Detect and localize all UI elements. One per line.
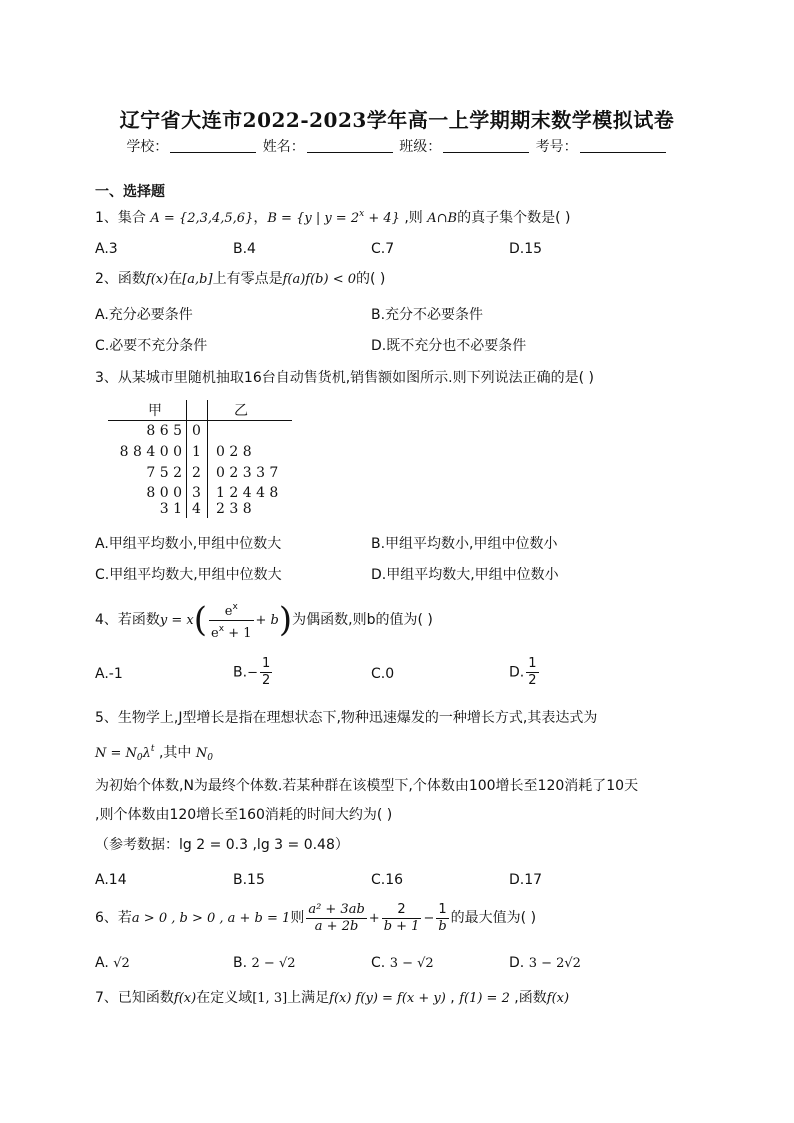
q4-option-c[interactable]: C.0 (371, 666, 395, 682)
q4-optd-den: 2 (528, 673, 537, 688)
q1-tail: 的真子集个数是( ) (457, 210, 571, 226)
class-blank[interactable] (443, 138, 529, 153)
q7-domain: [1, 3] (252, 991, 288, 1006)
q4-optd-frac (526, 656, 538, 689)
leaf-left-1: 8 8 4 0 0 (119, 444, 182, 460)
question-1 (95, 204, 570, 229)
q2-interval: [a,b] (182, 272, 213, 287)
q1-option-d[interactable]: D.15 (509, 241, 543, 257)
q4-close-paren: ) (278, 600, 293, 640)
q2-mid2: 上有零点是 (212, 271, 283, 287)
q4-optb-sign: − (247, 665, 258, 681)
q1-option-b[interactable]: B.4 (233, 241, 256, 257)
q7-pre: 7、已知函数 (95, 990, 174, 1006)
q6-f1-den: a + 2b (314, 918, 359, 934)
q7-mid1: 在定义域 (196, 990, 253, 1006)
q4-open-paren: ( (193, 600, 208, 640)
q6-optc-val: 3 − √2 (389, 956, 434, 971)
section-heading: 一、选择题 (95, 184, 165, 200)
q6-optb-val: 2 − √2 (251, 956, 296, 971)
question-3: 3、从某城市里随机抽取16台自动售货机,销售额如图所示.则下列说法正确的是( ) (95, 370, 594, 386)
q6-plus: + (368, 911, 380, 926)
leaf-right-2: 0 2 3 3 7 (216, 465, 279, 481)
stem-0: 0 (192, 423, 201, 439)
student-info-row (0, 136, 794, 156)
leaf-left-4: 3 1 (159, 501, 182, 517)
q4-option-a[interactable]: A.-1 (95, 666, 123, 682)
question-7 (95, 988, 569, 1009)
q4-den: e (211, 625, 219, 641)
stem-head-yi: 乙 (234, 403, 248, 419)
question-4 (95, 598, 433, 643)
q5-option-c[interactable]: C.16 (371, 872, 404, 888)
q4-num-exp: x (232, 601, 238, 612)
q2-pre: 2、函数 (95, 271, 146, 287)
stem-right-divider (207, 400, 208, 518)
q6-option-c[interactable] (371, 953, 434, 974)
q2-cond: f(a)f(b) < 0 (282, 272, 356, 287)
q6-frac-3 (436, 902, 448, 935)
q7-f1: f(1) = 2 (459, 991, 510, 1006)
question-5-line-3: 为初始个体数,N为最终个体数.若某种群在该模型下,个体数由100增长至120消耗了10天 (95, 778, 639, 794)
q2-option-a[interactable]: A.充分必要条件 (95, 307, 193, 323)
q5-line2-mid: ,其中 (154, 745, 196, 761)
q5-option-d[interactable]: D.17 (509, 872, 543, 888)
q5-formula-tail: λ (142, 746, 151, 761)
q6-minus: − (423, 911, 435, 926)
q4-plus-b: + b (255, 613, 279, 628)
id-blank[interactable] (580, 138, 666, 153)
q1-mid: ,则 (399, 210, 423, 226)
q7-eq: f(x) f(y) = f(x + y) (329, 991, 446, 1006)
q5-option-a[interactable]: A.14 (95, 872, 127, 888)
q5-option-b[interactable]: B.15 (233, 872, 265, 888)
leaf-left-0: 8 6 5 (146, 423, 182, 439)
stem-left-divider (186, 400, 187, 518)
q4-optd-num: 1 (528, 656, 537, 671)
q6-f3-den: b (438, 918, 447, 934)
question-5-line-4: ,则个体数由120增长至160消耗的时间大约为( ) (95, 807, 393, 823)
page-title: 辽宁省大连市2022-2023学年高一上学期期末数学模拟试卷 (119, 108, 675, 132)
q2-fx: f(x) (145, 272, 169, 287)
q4-num: e (224, 603, 233, 619)
q1-set-a: A = {2,3,4,5,6} (150, 211, 254, 226)
q1-option-c[interactable]: C.7 (371, 241, 395, 257)
stem-3: 3 (192, 485, 201, 501)
leaf-left-3: 8 0 0 (146, 485, 182, 501)
q6-f2-num: 2 (382, 902, 422, 919)
q2-option-d[interactable]: D.既不充分也不必要条件 (371, 338, 527, 354)
q1-set-b-end: + 4} (364, 211, 400, 226)
q4-option-d[interactable] (509, 656, 541, 689)
class-label: 班级： (399, 139, 442, 155)
q3-option-b[interactable]: B.甲组平均数小,甲组中位数小 (371, 536, 558, 552)
q6-optc-pre: C. (371, 955, 386, 971)
q5-formula-exp: t (150, 744, 155, 754)
q4-optd-pre: D. (509, 664, 525, 681)
leaf-right-3: 1 2 4 4 8 (216, 485, 279, 501)
stem-1: 1 (192, 444, 201, 460)
name-label: 姓名： (262, 139, 305, 155)
stem-4: 4 (192, 501, 201, 517)
q6-tail: 的最大值为( ) (450, 910, 537, 926)
q1-num: 1、集合 (95, 210, 146, 226)
q4-optb-pre: B. (233, 664, 248, 681)
question-5-line-2 (95, 739, 213, 768)
q6-pre: 6、若 (95, 910, 132, 926)
q7-mid2: 上满足 (287, 990, 330, 1006)
q6-cond: a > 0 , b > 0 , a + b = 1 (131, 911, 291, 926)
school-label: 学校： (126, 139, 169, 155)
leaf-right-4: 2 3 8 (216, 501, 252, 517)
q6-option-d[interactable] (509, 953, 581, 974)
stem-leaf-plot (108, 398, 292, 518)
q6-then: 则 (290, 910, 305, 926)
q1-option-a[interactable]: A.3 (95, 241, 118, 257)
q4-fraction (209, 599, 253, 642)
id-label: 考号： (535, 139, 578, 155)
q5-formula-sub: 0 (136, 753, 143, 763)
q6-f3-num: 1 (436, 902, 448, 919)
q6-opta-val: √2 (113, 956, 130, 971)
q4-tail: 为偶函数,则b的值为( ) (292, 612, 433, 628)
q7-sep: , (445, 990, 460, 1006)
question-5-line-1: 5、生物学上,J型增长是指在理想状态下,物种迅速爆发的一种增长方式,其表达式为 (95, 710, 598, 726)
q4-option-b[interactable] (233, 656, 274, 689)
q2-option-b[interactable]: B.充分不必要条件 (371, 307, 484, 323)
q3-option-a[interactable]: A.甲组平均数小,甲组中位数大 (95, 536, 282, 552)
q5-n0-sub: 0 (207, 753, 213, 763)
q7-tail: ,函数 (509, 990, 547, 1006)
q4-optb-den: 2 (261, 673, 271, 688)
q4-den-tail: + 1 (224, 625, 252, 641)
q1-sep: ， (253, 210, 268, 226)
q6-f1-num: a² + 3ab (308, 901, 365, 917)
question-6 (95, 898, 536, 939)
q3-option-d[interactable]: D.甲组平均数大,甲组中位数小 (371, 567, 559, 583)
leaf-right-1: 0 2 8 (216, 444, 252, 460)
stem-header-line (108, 420, 292, 421)
q6-optb-pre: B. (233, 955, 248, 971)
q6-f2-den: b + 1 (383, 918, 420, 934)
question-2 (95, 269, 385, 290)
stem-2: 2 (192, 465, 201, 481)
q1-intersection: A∩B (427, 211, 458, 226)
stem-head-jia: 甲 (148, 403, 162, 419)
leaf-left-2: 7 5 2 (146, 465, 182, 481)
q7-fx: f(x) (173, 991, 197, 1006)
q6-frac-1 (306, 902, 366, 935)
q6-frac-2 (382, 902, 422, 935)
q4-pre: 4、若函数 (95, 612, 160, 628)
q2-option-c[interactable]: C.必要不充分条件 (95, 338, 208, 354)
q5-formula: N = N (95, 746, 137, 761)
q7-fx2: f(x) (546, 991, 570, 1006)
q2-mid1: 在 (168, 271, 183, 287)
question-5-ref: （参考数据：lg 2 = 0.3 ,lg 3 = 0.48） (95, 837, 349, 853)
q1-exp: x (359, 209, 365, 219)
q6-opta-pre: A. (95, 955, 109, 971)
q5-n0: N (195, 746, 208, 761)
q6-option-b[interactable] (233, 953, 296, 974)
name-blank[interactable] (307, 138, 393, 153)
q1-set-b: B = {y | y = 2 (267, 211, 360, 226)
q6-option-a[interactable] (95, 953, 130, 974)
q4-optb-frac (260, 656, 272, 689)
q6-optd-pre: D. (509, 955, 525, 971)
q4-optb-num: 1 (261, 656, 271, 671)
q6-optd-val: 3 − 2√2 (528, 956, 581, 971)
q4-y-eq: y = x (159, 613, 194, 628)
q2-tail: 的( ) (356, 271, 386, 287)
school-blank[interactable] (170, 138, 256, 153)
q3-option-c[interactable]: C.甲组平均数大,甲组中位数大 (95, 567, 282, 583)
q4-den-exp: x (218, 623, 225, 634)
